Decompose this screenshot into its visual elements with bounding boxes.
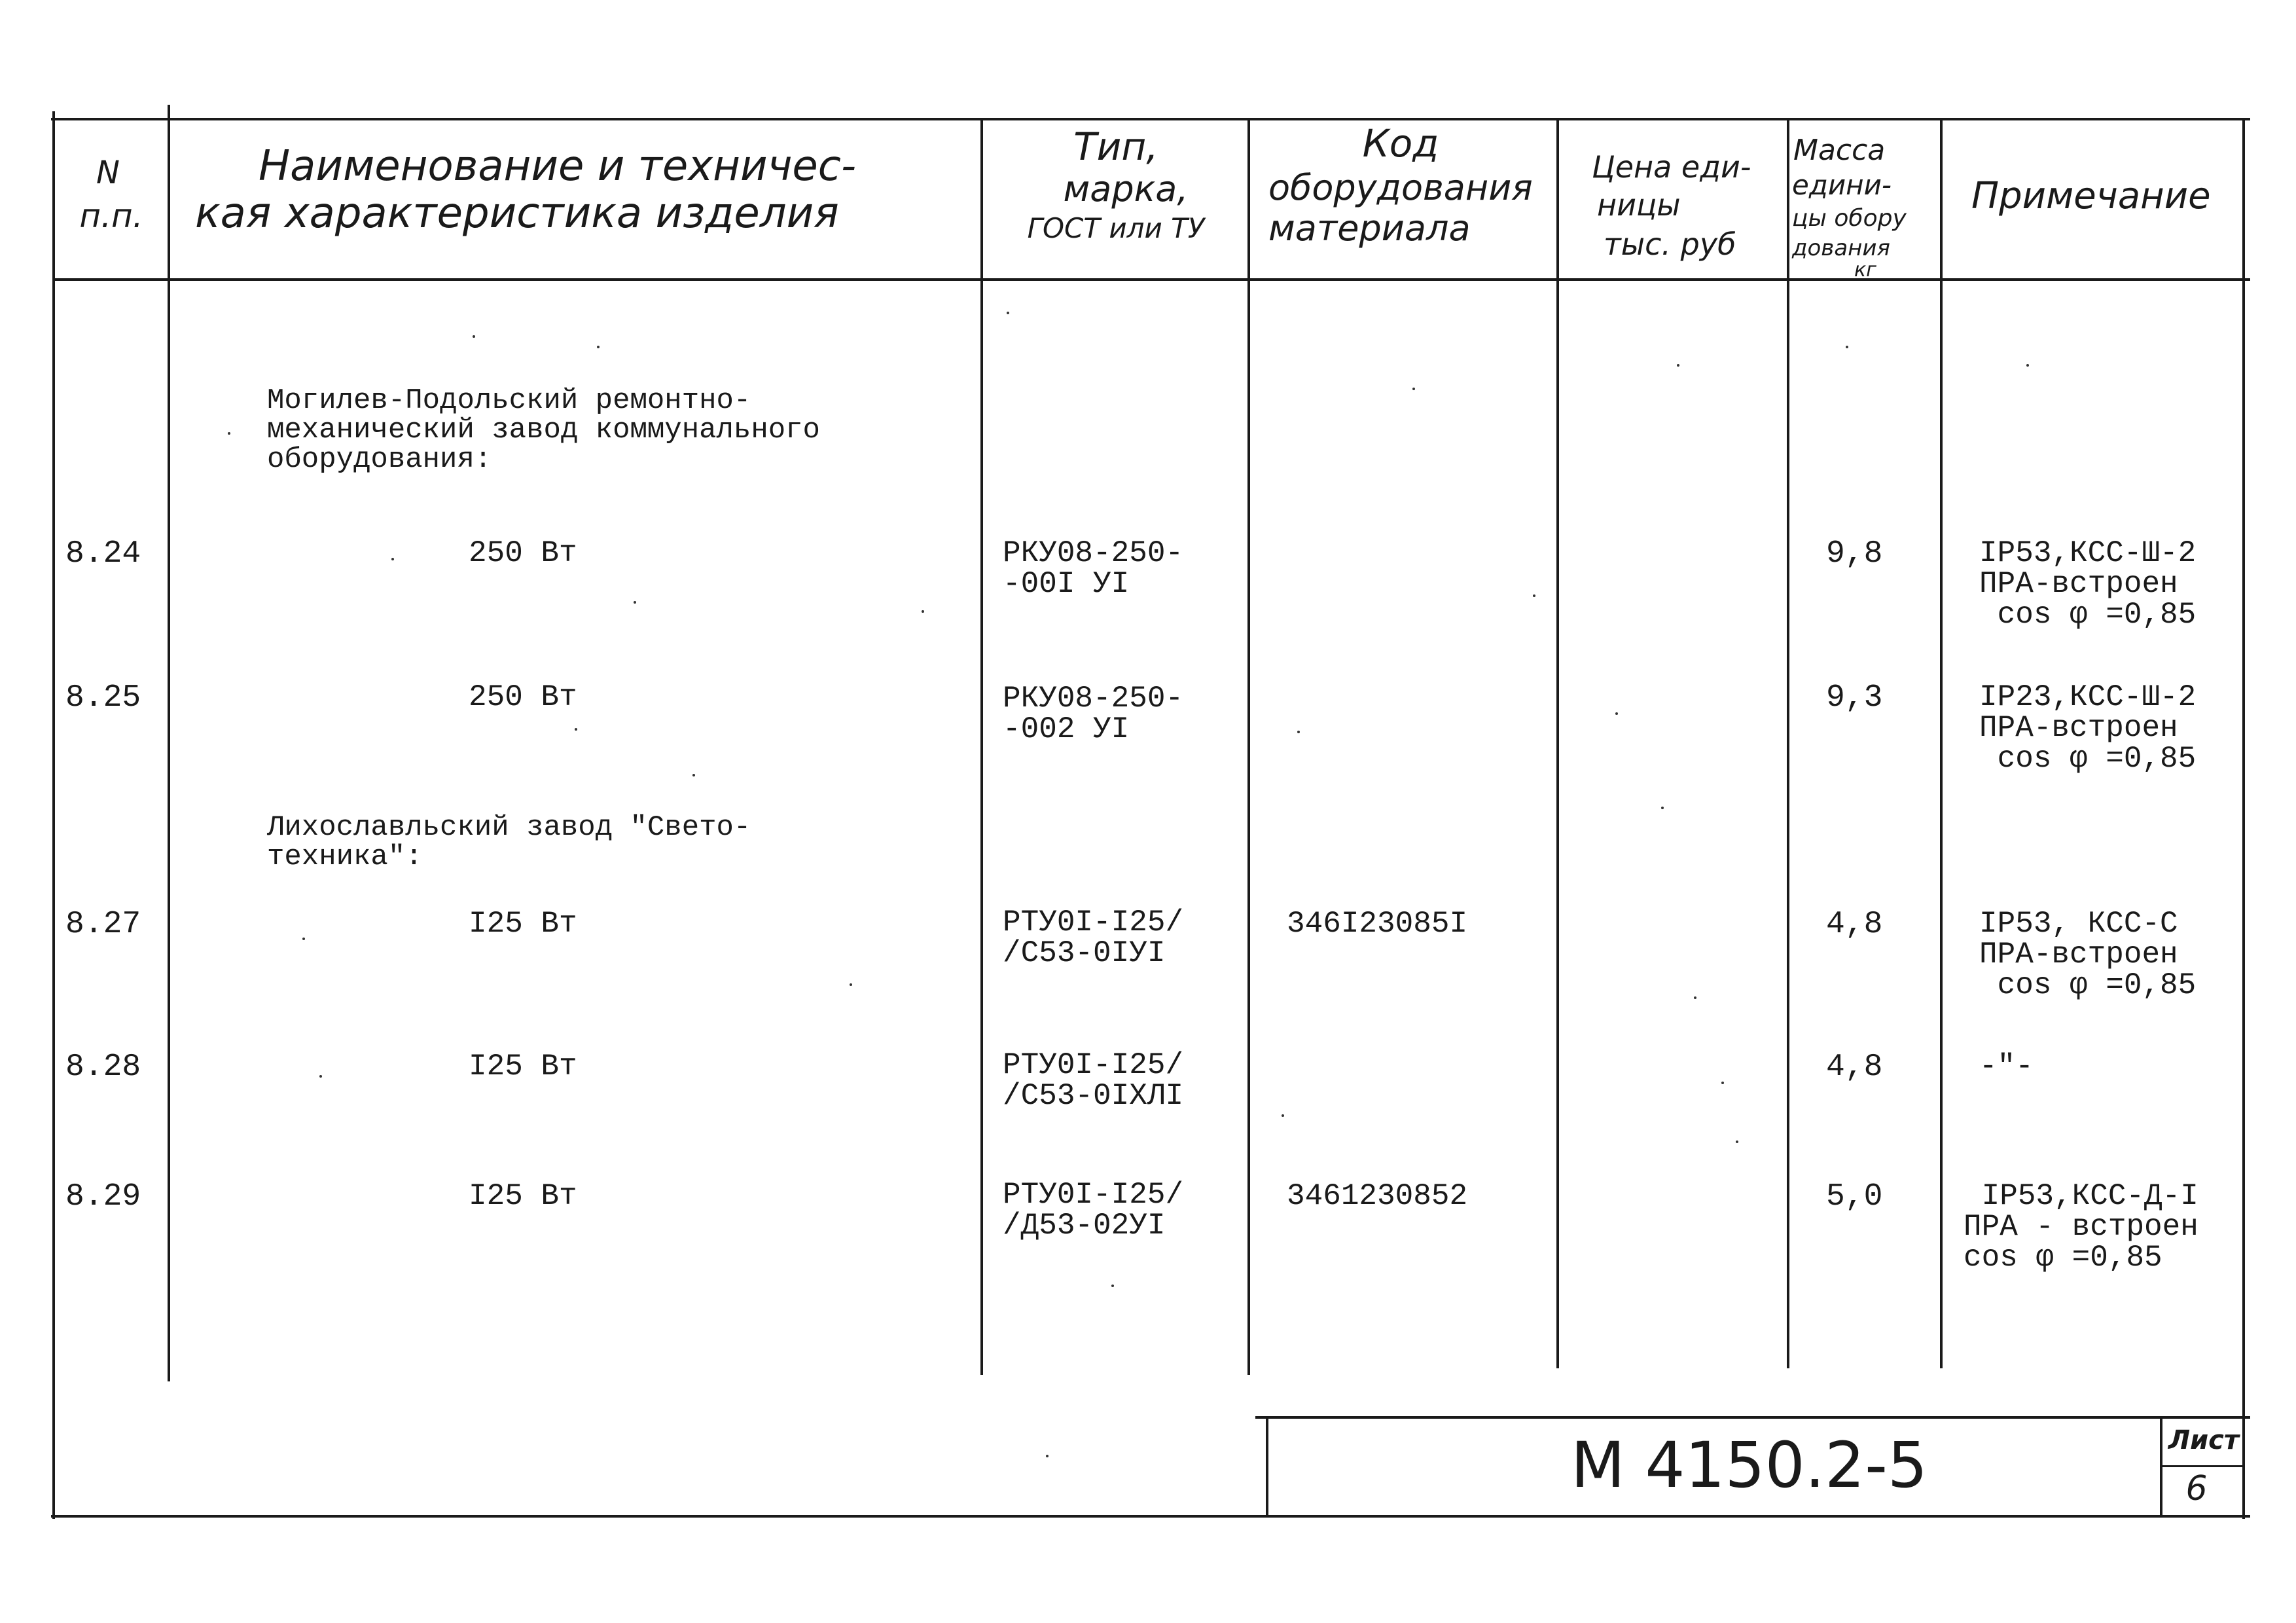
- col-divider-type: [1247, 118, 1250, 1375]
- scan-speck: [1533, 594, 1535, 597]
- sheet-box-divider: [2160, 1465, 2245, 1467]
- scan-speck: [1412, 388, 1415, 390]
- scan-speck: [1846, 346, 1848, 348]
- row-code: 3461230852: [1287, 1179, 1468, 1213]
- row-mass: 4,8: [1826, 907, 1883, 942]
- sheet-label: Лист: [2168, 1425, 2240, 1455]
- header-code-line2: оборудования: [1268, 167, 1533, 208]
- header-mass-line4: дования: [1792, 235, 1890, 261]
- row-name: 250 Вт: [469, 536, 577, 570]
- group-heading-mogilev: Могилев-Подольский ремонтно- механический завод коммунального оборудования:: [267, 384, 820, 476]
- scan-speck: [1046, 1455, 1049, 1457]
- table-top-border: [51, 118, 2250, 120]
- header-name-line2: кая характеристика изделия: [195, 189, 839, 238]
- scan-speck: [1297, 731, 1300, 733]
- scan-speck: [1007, 312, 1009, 314]
- header-mass-line3: цы обору: [1792, 205, 1907, 232]
- col-divider-code: [1556, 118, 1559, 1368]
- scan-speck: [302, 938, 305, 940]
- header-num-line1: N: [96, 155, 120, 191]
- header-price-line1: Цена еди-: [1592, 149, 1751, 185]
- row-code: 346I23085I: [1287, 907, 1468, 941]
- row-number: 8.29: [65, 1179, 141, 1214]
- header-num-line2: п.п.: [79, 197, 143, 235]
- header-note: Примечание: [1971, 175, 2211, 217]
- scan-speck: [1615, 712, 1618, 715]
- scan-speck: [597, 346, 600, 348]
- scan-speck: [1694, 996, 1696, 999]
- row-number: 8.27: [65, 907, 141, 942]
- scan-speck: [1721, 1082, 1724, 1084]
- document-code: М 4150.2-5: [1571, 1429, 1928, 1502]
- row-type: РКУ08-250- -00I УI: [1003, 536, 1184, 601]
- row-number: 8.24: [65, 536, 141, 572]
- col-divider-num: [168, 105, 170, 1381]
- scan-speck: [228, 432, 230, 435]
- left-border: [52, 111, 55, 1519]
- header-code-line1: Код: [1362, 121, 1439, 166]
- row-name: 250 Вт: [469, 680, 577, 714]
- row-note: -"-: [1979, 1049, 2034, 1084]
- row-name: I25 Вт: [469, 1179, 577, 1213]
- header-mass-line2: едини-: [1792, 169, 1892, 201]
- row-note: IP53,КСС-Ш-2 ПРА-встроен cos φ =0,85: [1979, 536, 2197, 632]
- scan-speck: [1661, 807, 1664, 809]
- row-name: I25 Вт: [469, 1049, 577, 1084]
- row-mass: 9,3: [1826, 680, 1883, 716]
- scan-speck: [922, 610, 924, 613]
- row-type: РТУ0I-I25/ /С53-0IХЛI: [1003, 1048, 1184, 1113]
- col-divider-mass: [1940, 118, 1943, 1368]
- row-note: IP53,КСС-Д-I ПРА - встроен cos φ =0,85: [1964, 1179, 2198, 1275]
- sheet-bottom-border: [51, 1515, 2250, 1518]
- header-type-line3: ГОСТ или ТУ: [1027, 212, 1205, 244]
- scan-speck: [1282, 1114, 1284, 1117]
- scan-speck: [1736, 1140, 1738, 1143]
- row-note: IP23,КСС-Ш-2 ПРА-встроен cos φ =0,85: [1979, 680, 2197, 776]
- row-type: РТУ0I-I25/ /С53-0IУI: [1003, 905, 1184, 970]
- row-mass: 4,8: [1826, 1049, 1883, 1085]
- scan-speck: [391, 558, 394, 560]
- right-border: [2242, 118, 2245, 1519]
- header-code-line3: материала: [1268, 208, 1471, 249]
- header-mass-line5: кг: [1854, 259, 1876, 282]
- col-divider-price: [1787, 118, 1789, 1368]
- header-type-line1: Тип,: [1073, 124, 1158, 169]
- scan-speck: [319, 1075, 322, 1078]
- scan-speck: [2026, 364, 2029, 367]
- stamp-left-border: [1266, 1416, 1268, 1518]
- scan-speck: [634, 601, 636, 604]
- header-price-line3: тыс. руб: [1604, 227, 1736, 262]
- row-name: I25 Вт: [469, 907, 577, 941]
- header-type-line2: марка,: [1063, 168, 1189, 210]
- header-name-line1: Наименование и техничес-: [259, 142, 857, 191]
- row-mass: 9,8: [1826, 536, 1883, 572]
- row-number: 8.25: [65, 680, 141, 716]
- scan-speck: [692, 774, 695, 776]
- scan-speck: [575, 728, 577, 731]
- col-divider-name: [980, 118, 983, 1375]
- scan-speck: [1677, 364, 1679, 367]
- header-price-line2: ницы: [1597, 187, 1681, 223]
- header-mass-line1: Масса: [1793, 134, 1886, 167]
- row-note: IP53, КСС-С ПРА-встроен cos φ =0,85: [1979, 907, 2197, 1002]
- scan-speck: [473, 335, 475, 338]
- sheet-number: 6: [2185, 1469, 2208, 1508]
- stamp-top-border: [1255, 1416, 2250, 1419]
- scan-speck: [1111, 1285, 1114, 1287]
- row-number: 8.28: [65, 1049, 141, 1085]
- scan-speck: [850, 983, 852, 986]
- group-heading-likhoslavl: Лихославльский завод "Свето- техника":: [267, 811, 751, 873]
- row-mass: 5,0: [1826, 1179, 1883, 1214]
- row-type: РКУ08-250- -002 УI: [1003, 682, 1184, 746]
- row-type: РТУ0I-I25/ /Д53-02УI: [1003, 1178, 1184, 1243]
